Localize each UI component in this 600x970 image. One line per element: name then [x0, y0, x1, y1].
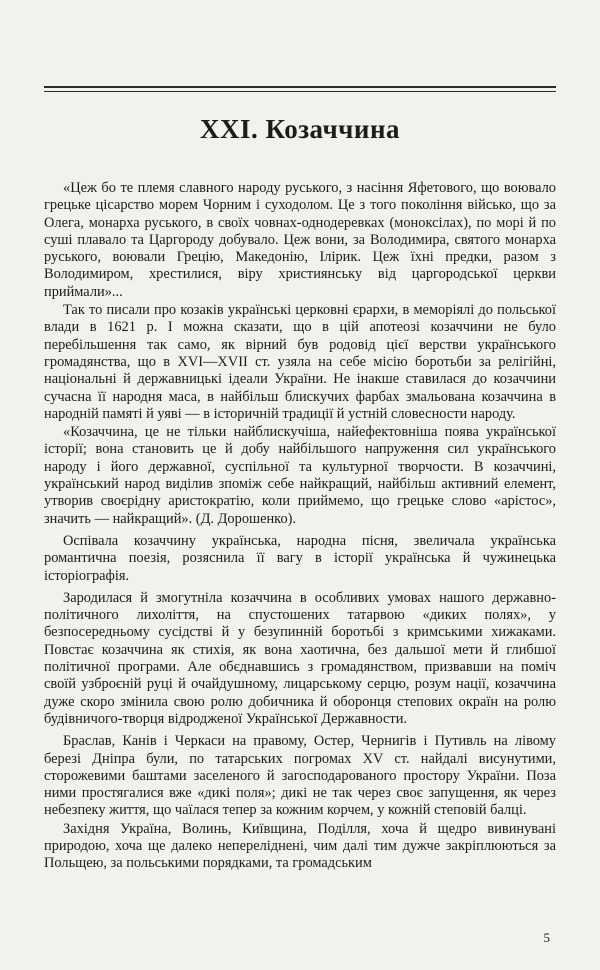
body-text	[44, 180, 556, 874]
header-rule	[44, 86, 556, 88]
page-number: 5	[543, 930, 550, 945]
chapter-title: XXI. Козаччина	[199, 114, 401, 144]
paragraph-2: Так то писали про козаків українські церковні єрархи, в меморіялі до польської влади в 1621 р. І можна сказати, що в цій апотеозі козаччини не було перебільшення так само, як вірний був родовід цієї верстви українського громадянства, що в XVI—XVII ст. узяла на себе місію боротьби за релігійні, національні й державницькі ідеали України. Не інакше ставилася до козаччини сучасна її народня маса, в найбільш блискучих фарбах змальована козаччина в народній памяті й уяві — в історичній традиції й устній словесности народу.	[44, 302, 556, 422]
paragraph-4: Оспівала козаччину українська, народна пісня, звеличала українська романтична поезія, розяснила її вагу в історії українська й чужинецька історіографія.	[44, 532, 556, 584]
paragraph-3: «Козаччина, це не тільки найблискучіша, найефектовніша поява української історії; вона становить це й добу найбільшого напруження сил українського народу і його державної, суспільної та культурної творчости. В козаччині, український народ виділив зпоміж себе найкращий, найбільш активний елемент, утворив своєрідну аристократію, коли приймемо, що грецьке слово «арістос», значить — найкращий». (Д. Дорошенко).	[44, 424, 556, 527]
paragraph-6: Браслав, Канів і Черкаси на правому, Остер, Чернигів і Путивль на лівому березі Дніпра були, по татарських погромах XV ст. найдалі висунутими, сторожевими баштами заселеного й загосподарованого простору України. Поза ними простягалися вже «дикі поля»; дикі не так через своє запущення, як через небезпеку життя, що чаїлася тепер за кожним корчем, у кожній степовій балці.	[44, 733, 556, 819]
paragraph-7: Західня Україна, Волинь, Київщина, Поділля, хоча й щедро вивинувані природою, хоча ще далеко непереліднені, чим далі тим дужче закріплюються за Польщею, за польськими порядками, та громадським	[44, 820, 556, 872]
paragraph-5: Зародилася й змогутніла козаччина в особливих умовах нашого державно-політичного лихоліття, на спустошених татарвою «диких полях», у безпосередньому сусідстві й у безупинній боротьбі з кримськими хижаками. Повстає козаччина як стихія, як вона хаотична, без дальшої мети й глибшої політичної програми. Але обєднавшись з громадянством, призвавши на поміч своїй узброєній руці й очайдушному, лицарському серцю, розум нації, козаччина дуже скоро змінила свою ролю добичника й оборонця степових окраїн на ролю будівничого-творця відродженої Української Державности.	[44, 589, 556, 727]
header-rule-thin	[44, 91, 556, 92]
paragraph-1: «Цеж бо те племя славного народу руського, з насіння Яфетового, що воювало грецьке цісарство морем Чорним і суходолом. Це з того покоління військо, що за Олега, монарха руського, в своїх човнах-однодеревках (моноксілах), по морі й по суші плавало та Царгороду добувало. Цеж вони, за Володимира, святого монарха руського, воювали Грецію, Македонію, Ілірик. Цеж їхні предки, разом з Володимиром, хрестилися, віру християнську від царгородської церкви приймали»...	[44, 180, 556, 300]
